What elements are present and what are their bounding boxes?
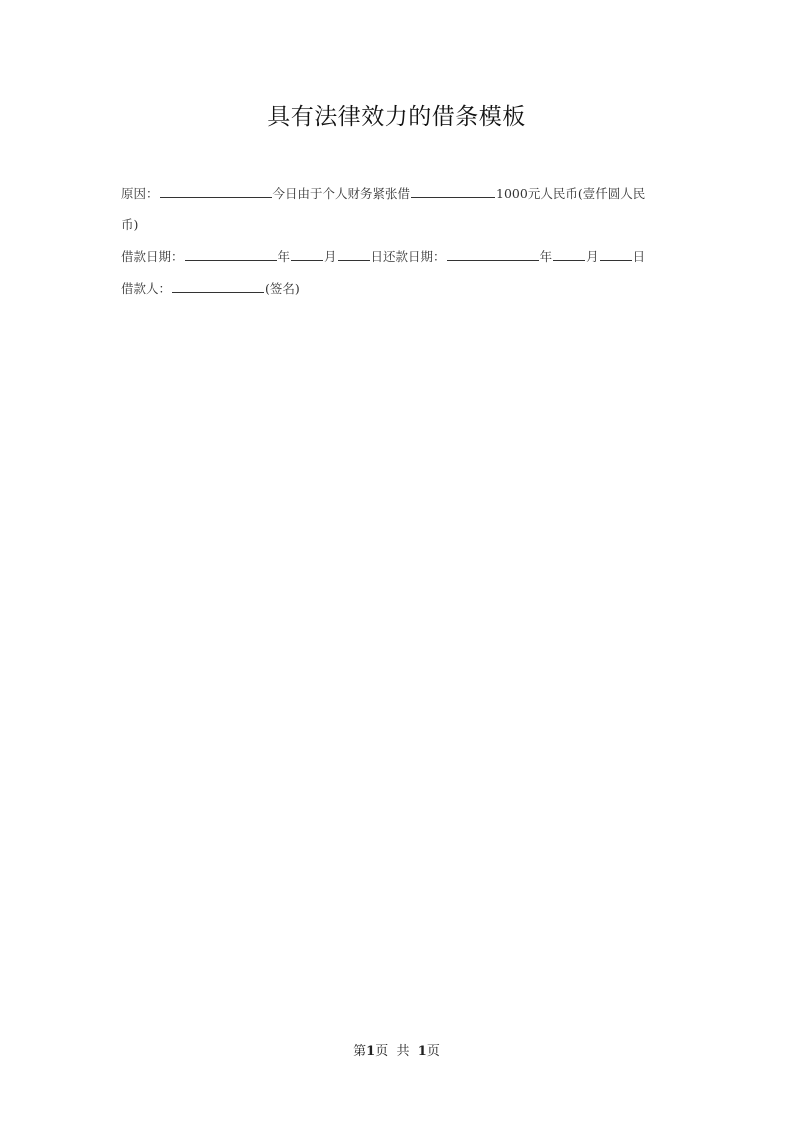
return-day-label: 日 [632, 249, 646, 264]
return-year-blank[interactable] [447, 248, 539, 261]
borrow-month-label: 月 [324, 249, 337, 264]
borrow-year-blank[interactable] [185, 248, 277, 261]
borrower-line [121, 279, 300, 299]
reason-line [121, 184, 645, 204]
reason-blank[interactable] [160, 185, 272, 198]
return-date-label: 日还款日期： [370, 249, 446, 264]
page-prefix: 第 [353, 1044, 367, 1059]
borrower-label: 借款人： [121, 281, 172, 296]
borrow-day-blank[interactable] [338, 248, 370, 261]
return-day-blank[interactable] [600, 248, 632, 261]
reason-continuation: 币) [121, 217, 139, 232]
amount-text: 1000元人民币(壹仟圆人民 [496, 186, 646, 201]
total-suffix: 页 [426, 1044, 440, 1059]
reason-middle-text: 今日由于个人财务紧张借 [272, 186, 411, 201]
total-pages-number: 1 [417, 1044, 427, 1059]
borrow-year-label: 年 [277, 249, 291, 264]
document-title: 具有法律效力的借条模板 [267, 104, 526, 130]
return-month-label: 月 [586, 249, 599, 264]
page-footer [0, 1040, 793, 1059]
borrower-signature-blank[interactable] [172, 280, 264, 293]
reason-label: 原因： [121, 186, 159, 201]
borrow-month-blank[interactable] [291, 248, 323, 261]
return-month-blank[interactable] [553, 248, 585, 261]
return-year-label: 年 [539, 249, 553, 264]
current-page-number: 1 [366, 1044, 376, 1059]
signature-note: (签名) [265, 281, 300, 296]
borrow-date-label: 借款日期： [121, 249, 184, 264]
total-prefix: 共 [396, 1044, 410, 1059]
page-suffix: 页 [375, 1044, 389, 1059]
reason-continuation-line [121, 215, 138, 235]
amount-blank[interactable] [411, 185, 495, 198]
date-line [121, 247, 645, 267]
